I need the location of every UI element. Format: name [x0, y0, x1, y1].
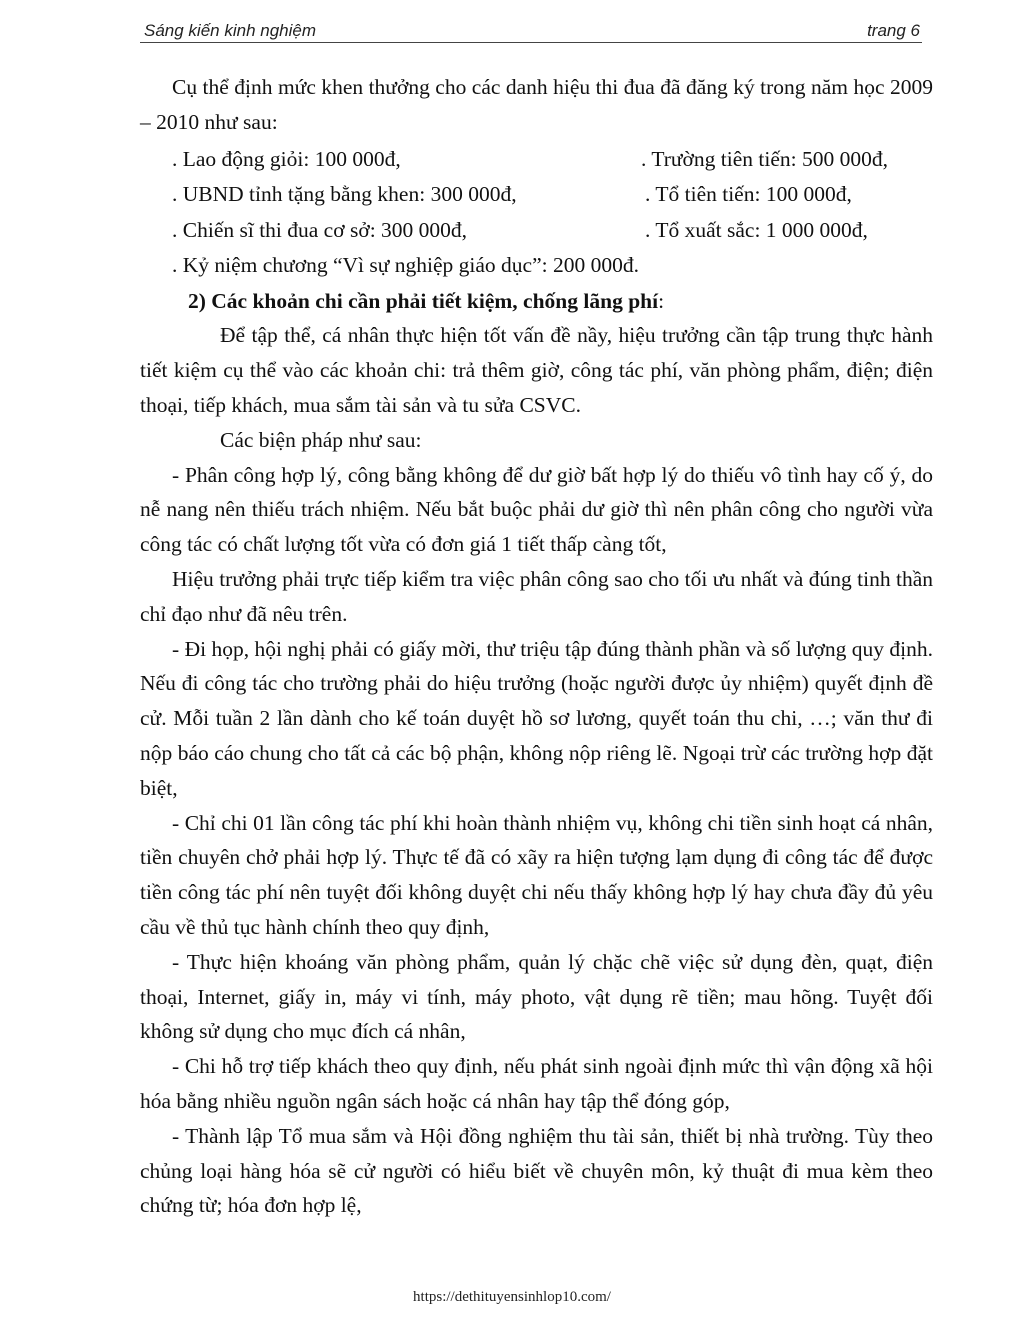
page-footer-url: https://dethituyensinhlop10.com/: [413, 1289, 611, 1305]
section-heading-text: 2) Các khoản chi cần phải tiết kiệm, chống lãng phí: [188, 288, 659, 313]
paragraph: - Thực hiện khoáng văn phòng phẩm, quản lý chặc chẽ việc sử dụng đèn, quạt, điện thoại, Internet, giấy in, máy vi tính, máy photo, vật dụng rẽ tiền; mau hõng. Tuyệt đối không sử dụng cho mục đích cá nhân,: [140, 949, 933, 1044]
header-page-number: trang 6: [867, 21, 920, 40]
paragraph: Các biện pháp như sau:: [220, 427, 422, 452]
intro-paragraph: Cụ thể định mức khen thưởng cho các danh hiệu thi đua đã đăng ký trong năm học 2009 – 2010 như sau:: [140, 75, 933, 134]
award-left: . UBND tỉnh tặng bằng khen: 300 000đ,: [172, 182, 517, 207]
award-right: . Trường tiên tiến: 500 000đ,: [641, 146, 888, 171]
award-row: [140, 177, 933, 213]
document-body: [140, 70, 933, 1223]
page-header: [140, 20, 922, 43]
award-row: [140, 213, 933, 249]
award-right: . Tổ tiên tiến: 100 000đ,: [645, 182, 852, 207]
award-left: . Chiến sĩ thi đua cơ sở: 300 000đ,: [172, 217, 468, 242]
section-heading: [140, 284, 933, 319]
paragraph: Để tập thể, cá nhân thực hiện tốt vấn đề nầy, hiệu trưởng cần tập trung thực hành tiết kiệm cụ thể vào các khoản chi: trả thêm giờ, công tác phí, văn phòng phẩm, điện; điện thoại, tiếp khách, mua sắm tài sản và tu sửa CSVC.: [140, 323, 933, 417]
award-row: [140, 142, 933, 178]
award-last: . Kỷ niệm chương “Vì sự nghiệp giáo dục”: 200 000đ.: [172, 253, 639, 278]
award-left: . Lao động giỏi: 100 000đ,: [172, 146, 401, 171]
paragraph: - Đi họp, hội nghị phải có giấy mời, thư triệu tập đúng thành phần và số lượng quy định. Nếu đi công tác cho trường phải do hiệu trưởng (hoặc người được ủy nhiệm) quyết định đề cử. Mỗi tuần 2 lần dành cho kế toán duyệt hồ sơ lương, quyết toán thu chi, …; văn thư đi nộp báo cáo chung cho tất cả các bộ phận, không nộp riêng lẽ. Ngoại trừ các trường hợp đặt biệt,: [140, 636, 933, 800]
paragraph: - Thành lập Tổ mua sắm và Hội đồng nghiệm thu tài sản, thiết bị nhà trường. Tùy theo chủng loại hàng hóa sẽ cử người có hiểu biết về chuyên môn, kỷ thuật đi mua kèm theo chứng từ; hóa đơn hợp lệ,: [140, 1123, 933, 1218]
award-right: . Tổ xuất sắc: 1 000 000đ,: [645, 217, 868, 242]
section-heading-colon: :: [658, 288, 665, 313]
header-title: Sáng kiến kinh nghiệm: [144, 21, 317, 40]
paragraph: - Phân công hợp lý, công bằng không để dư giờ bất hợp lý do thiếu vô tình hay cố ý, do nễ nang nên thiếu trách nhiệm. Nếu bắt buộc phải dư giờ thì nên phân công cho người vừa công tác có chất lượng tốt vừa có đơn giá 1 tiết thấp càng tốt,: [140, 462, 933, 557]
paragraph: - Chi hỗ trợ tiếp khách theo quy định, nếu phát sinh ngoài định mức thì vận động xã hội hóa bằng nhiều nguồn ngân sách hoặc cá nhân hay tập thể đóng góp,: [140, 1054, 933, 1113]
award-row: [140, 248, 933, 284]
paragraph: - Chỉ chi 01 lần công tác phí khi hoàn thành nhiệm vụ, không chi tiền sinh hoạt cá nhân, tiền chuyên chở phải hợp lý. Thực tế đã có xãy ra hiện tượng lạm dụng đi công tác để được tiền công tác phí nên tuyệt đối không duyệt chi nếu thấy không hợp lý hay chưa đầy đủ yêu cầu về thủ tục hành chính theo quy định,: [140, 810, 933, 939]
paragraph: Hiệu trưởng phải trực tiếp kiểm tra việc phân công sao cho tối ưu nhất và đúng tinh thần chỉ đạo như đã nêu trên.: [140, 566, 933, 626]
